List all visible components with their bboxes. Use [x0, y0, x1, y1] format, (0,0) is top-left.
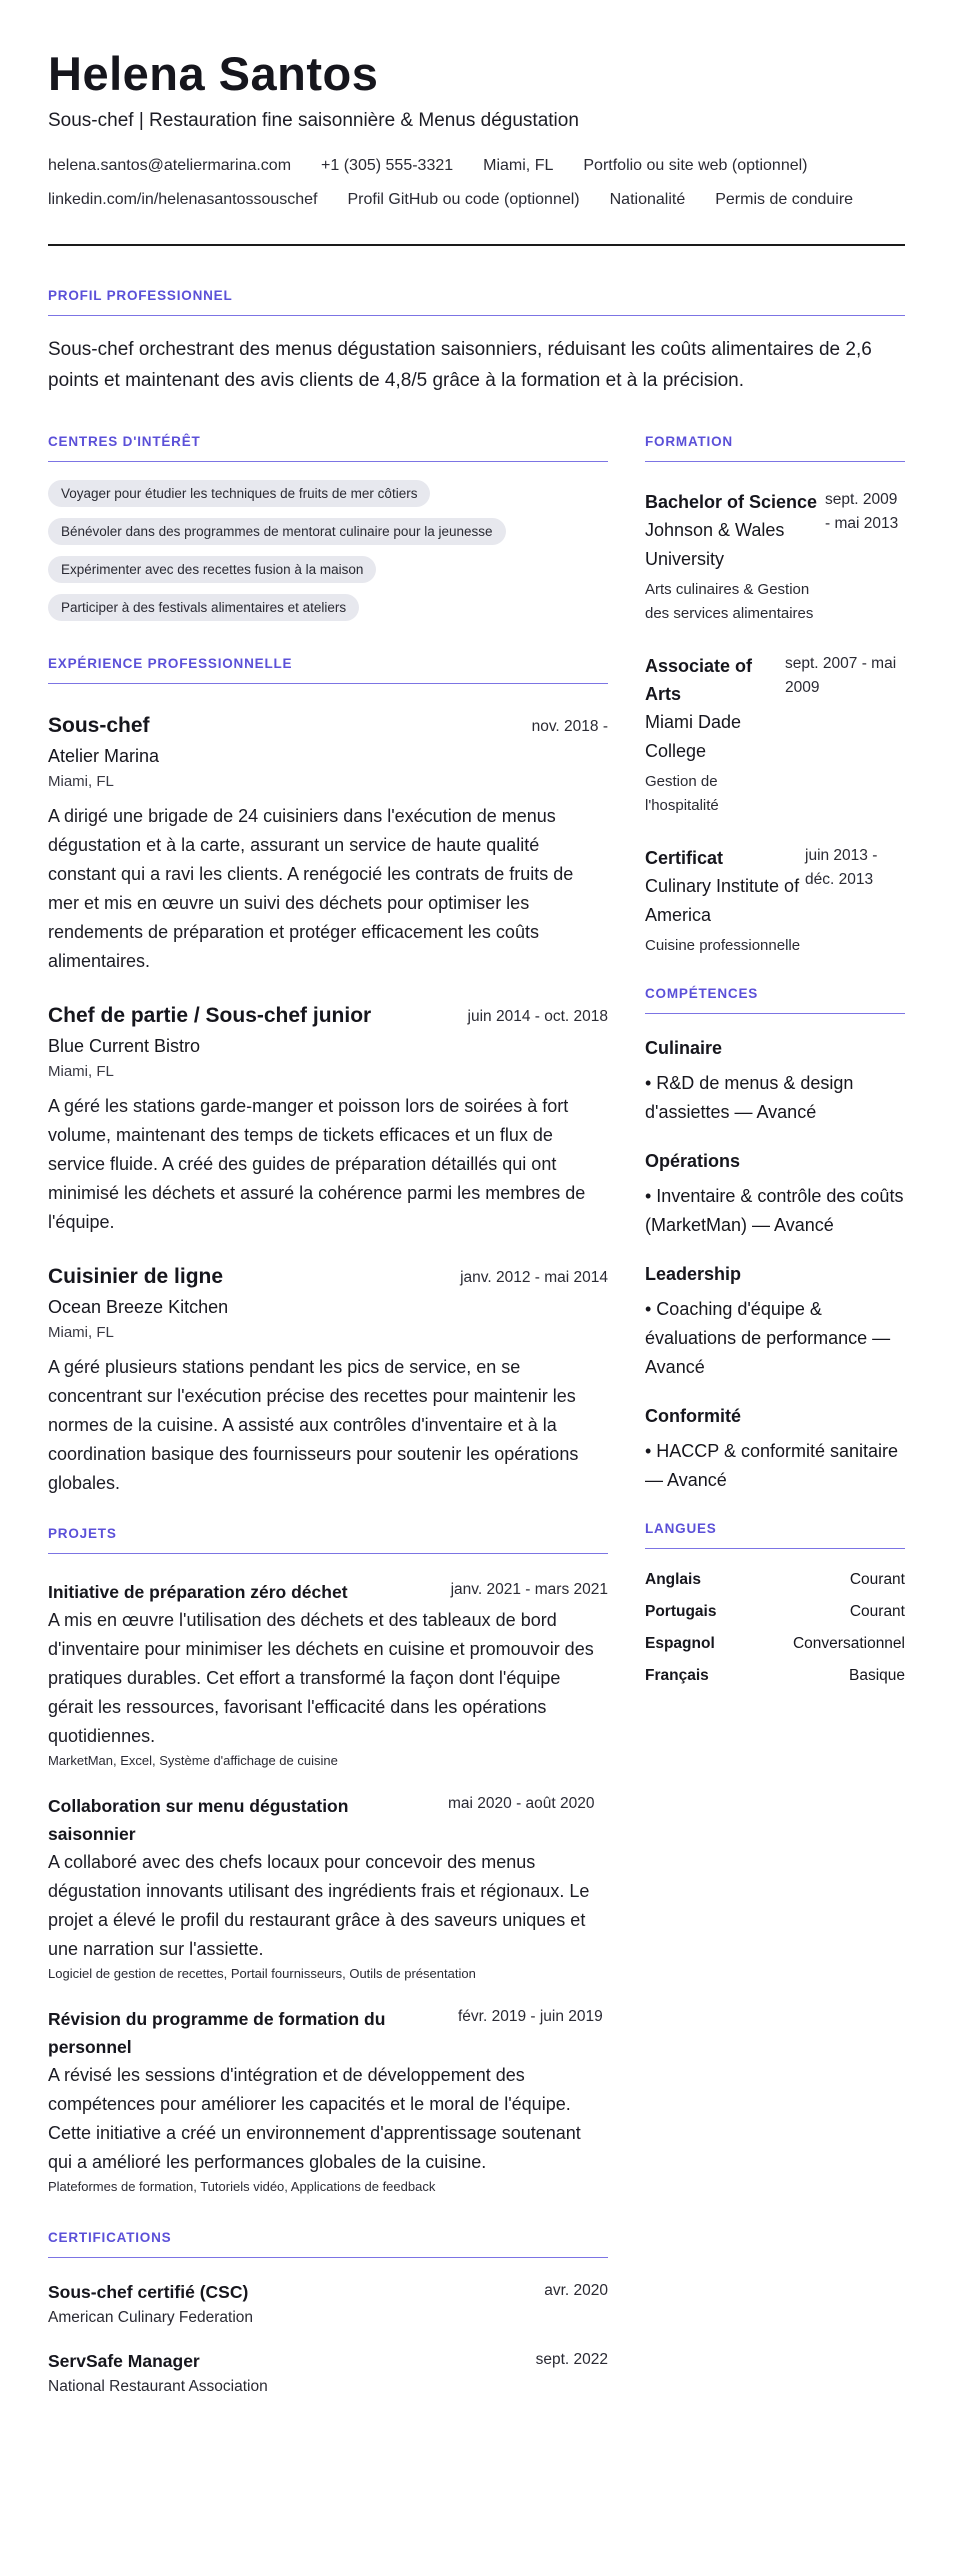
skill-category: Culinaire — [645, 1037, 723, 1058]
education-entry — [645, 844, 905, 958]
skills-section — [645, 986, 905, 1495]
summary-section — [48, 288, 905, 396]
project-description: A mis en œuvre l'utilisation des déchets et des tableaux de bord d'inventaire pour minimiser les déchets en cuisine et promouvoir des pratiques durables. Cet effort a transformé la façon dont l'équipe gérait les ressources, favorisant l'efficacité dans les opérations quotidiennes. — [48, 1609, 594, 1746]
certification-entry — [48, 2282, 608, 2327]
job-company: Blue Current Bistro — [48, 1035, 201, 1056]
skill-item: • HACCP & conformité sanitaire — Avancé — [645, 1440, 899, 1490]
skill-group — [645, 1151, 905, 1240]
project-title: Initiative de préparation zéro déchet — [48, 1581, 348, 1602]
summary-text: Sous-chef orchestrant des menus dégustation saisonniers, réduisant les coûts alimentaires de 2,6 points et maintenant des avis clients de 4,8/5 grâce à la formation et à la précision. — [48, 338, 872, 391]
language-name: Anglais — [645, 1570, 701, 1588]
skills-heading: COMPÉTENCES — [645, 986, 905, 1014]
project-description: A collaboré avec des chefs locaux pour concevoir des menus dégustation innovants utilisant des ingrédients frais et régionaux. Le projet a élevé le profil du restaurant grâce à des saveurs uniques et une narration sur l'assiette. — [48, 1851, 590, 1959]
education-heading: FORMATION — [645, 434, 905, 462]
project-title: Collaboration sur menu dégustation saisonnier — [48, 1795, 349, 1844]
certifications-heading: CERTIFICATIONS — [48, 2230, 608, 2258]
language-row — [645, 1603, 905, 1621]
interest-tag: Expérimenter avec des recettes fusion à la maison — [48, 556, 376, 583]
language-name: Portugais — [645, 1602, 717, 1620]
contact-list — [48, 158, 908, 208]
education-school: Miami Dade College — [645, 711, 742, 761]
interests-heading: CENTRES D'INTÉRÊT — [48, 434, 608, 462]
certifications-section — [48, 2230, 608, 2396]
language-row — [645, 1635, 905, 1653]
certification-title: Sous-chef certifié (CSC) — [48, 2281, 249, 2302]
interest-tag: Bénévoler dans des programmes de mentorat culinaire pour la jeunesse — [48, 518, 506, 545]
education-date: juin 2013 - déc. 2013 — [805, 846, 878, 888]
education-entry — [645, 488, 905, 626]
interest-tag: Voyager pour étudier les techniques de fruits de mer côtiers — [48, 480, 430, 507]
job-description: A dirigé une brigade de 24 cuisiniers dans l'exécution de menus dégustation et à la carte, assurant un service de haute qualité constant qui a ravi les clients. A renégocié les contrats de fruits de mer et mis en œuvre un suivi des déchets pour optimiser les rendements de préparation et protéger efficacement les coûts alimentaires. — [48, 805, 574, 971]
skill-category: Conformité — [645, 1405, 741, 1426]
skill-group — [645, 1406, 905, 1495]
language-level: Courant — [849, 1602, 905, 1620]
certification-title: ServSafe Manager — [48, 2350, 200, 2371]
language-row — [645, 1571, 905, 1589]
job-date: juin 2014 - oct. 2018 — [467, 1007, 608, 1025]
project-tools: Logiciel de gestion de recettes, Portail fournisseurs, Outils de présentation — [48, 1965, 476, 1981]
contact-nationality: Nationalité — [609, 190, 686, 208]
project-date: mai 2020 - août 2020 — [448, 1794, 595, 1812]
education-date: sept. 2007 - mai 2009 — [785, 654, 897, 696]
contact-email[interactable]: helena.santos@ateliermarina.com — [48, 156, 292, 174]
summary-heading: PROFIL PROFESSIONNEL — [48, 288, 905, 316]
job-company: Atelier Marina — [48, 745, 160, 766]
education-degree: Bachelor of Science — [645, 491, 818, 512]
project-entry — [48, 2005, 608, 2194]
job-location: Miami, FL — [48, 772, 114, 790]
language-level: Conversationnel — [792, 1634, 905, 1652]
job-title: Cuisinier de ligne — [48, 1264, 224, 1288]
certification-entry — [48, 2351, 608, 2396]
header-divider — [48, 244, 905, 246]
job-date: janv. 2012 - mai 2014 — [460, 1268, 608, 1286]
job-description: A géré les stations garde-manger et poisson lors de soirées à fort volume, maintenant des temps de tickets efficaces et un flux de service fluide. A créé des guides de préparation détaillés qui ont minimisé les déchets et assuré la cohérence parmi les membres de l'équipe. — [48, 1095, 586, 1232]
contact-location: Miami, FL — [483, 156, 554, 174]
education-degree: Certificat — [645, 847, 724, 868]
education-degree: Associate of Arts — [645, 655, 753, 704]
project-entry — [48, 1578, 608, 1768]
project-description: A révisé les sessions d'intégration et de développement des compétences pour améliorer les capacités et le moral de l'équipe. Cette initiative a créé un environnement d'apprentissage soutenant qui a amélioré les performances globales de la cuisine. — [48, 2064, 581, 2172]
job-entry — [48, 1265, 608, 1498]
education-field: Cuisine professionnelle — [645, 936, 801, 954]
headline: Sous-chef | Restauration fine saisonnière & Menus dégustation — [48, 109, 579, 131]
education-date: sept. 2009 - mai 2013 — [825, 490, 899, 532]
skill-item: • Coaching d'équipe & évaluations de performance — Avancé — [645, 1298, 891, 1377]
project-date: févr. 2019 - juin 2019 — [458, 2007, 603, 2025]
contact-phone[interactable]: +1 (305) 555-3321 — [321, 156, 454, 174]
job-company: Ocean Breeze Kitchen — [48, 1296, 229, 1317]
interests-section — [48, 434, 608, 632]
experience-section — [48, 656, 608, 1498]
skill-item: • Inventaire & contrôle des coûts (MarketMan) — Avancé — [645, 1185, 904, 1235]
contact-license: Permis de conduire — [715, 190, 854, 208]
education-school: Johnson & Wales University — [645, 519, 785, 569]
projects-section — [48, 1526, 608, 2194]
language-level: Basique — [848, 1666, 905, 1684]
skill-item: • R&D de menus & design d'assiettes — Avancé — [645, 1072, 854, 1122]
project-entry — [48, 1792, 608, 1981]
two-column-layout — [48, 434, 905, 2396]
language-list — [645, 1571, 905, 1685]
language-row — [645, 1667, 905, 1685]
job-title: Chef de partie / Sous-chef junior — [48, 1003, 372, 1027]
project-tools: Plateformes de formation, Tutoriels vidéo, Applications de feedback — [48, 2178, 436, 2194]
skill-group — [645, 1038, 905, 1127]
job-description: A géré plusieurs stations pendant les pics de service, en se concentrant sur l'exécution précise des recettes pour maintenir les normes de la cuisine. A assisté aux contrôles d'inventaire et à la coordination basique des fournisseurs pour soutenir les opérations globales. — [48, 1356, 579, 1493]
certification-org: American Culinary Federation — [48, 2308, 254, 2326]
skill-category: Leadership — [645, 1263, 742, 1284]
interest-tag: Participer à des festivals alimentaires et ateliers — [48, 594, 359, 621]
job-location: Miami, FL — [48, 1323, 114, 1341]
education-field: Arts culinaires & Gestion des services alimentaires — [645, 580, 814, 622]
project-title: Révision du programme de formation du personnel — [48, 2008, 386, 2057]
certification-org: National Restaurant Association — [48, 2377, 268, 2395]
experience-heading: EXPÉRIENCE PROFESSIONNELLE — [48, 656, 608, 684]
education-entry — [645, 652, 905, 818]
languages-section — [645, 1521, 905, 1685]
project-date: janv. 2021 - mars 2021 — [450, 1580, 608, 1598]
job-entry — [48, 1004, 608, 1237]
right-column — [645, 434, 905, 2396]
job-location: Miami, FL — [48, 1062, 114, 1080]
skill-group — [645, 1264, 905, 1382]
education-school: Culinary Institute of America — [645, 875, 800, 925]
job-date: nov. 2018 - — [531, 717, 608, 735]
candidate-name: Helena Santos — [48, 47, 379, 100]
education-field: Gestion de l'hospitalité — [645, 772, 719, 814]
certification-date: avr. 2020 — [544, 2281, 608, 2299]
skill-category: Opérations — [645, 1150, 741, 1171]
job-entry — [48, 714, 608, 976]
contact-portfolio[interactable]: Portfolio ou site web (optionnel) — [583, 156, 808, 174]
language-name: Espagnol — [645, 1634, 715, 1652]
contact-linkedin[interactable]: linkedin.com/in/helenasantossouschef — [48, 190, 318, 208]
projects-heading: PROJETS — [48, 1526, 608, 1554]
certification-date: sept. 2022 — [535, 2350, 608, 2368]
languages-heading: LANGUES — [645, 1521, 905, 1549]
education-section — [645, 434, 905, 958]
contact-github[interactable]: Profil GitHub ou code (optionnel) — [347, 190, 580, 208]
language-name: Français — [645, 1666, 709, 1684]
job-title: Sous-chef — [48, 713, 150, 737]
language-level: Courant — [849, 1570, 905, 1588]
project-tools: MarketMan, Excel, Système d'affichage de cuisine — [48, 1752, 338, 1768]
interest-tags — [48, 480, 608, 632]
left-column — [48, 434, 608, 2396]
